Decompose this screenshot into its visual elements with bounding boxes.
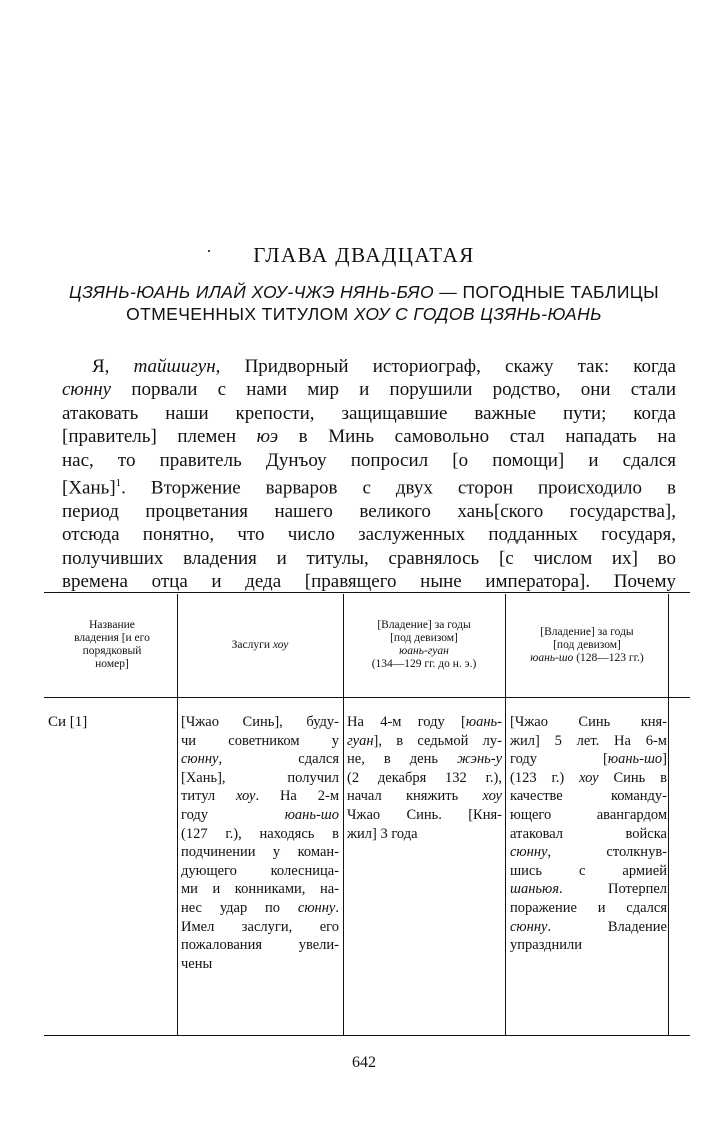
page-number: 642 xyxy=(352,1054,376,1071)
footnote-marker[interactable]: 1 xyxy=(115,477,122,490)
header-yuan-guang: [Владение] за годы [под девизом] юань-гуан (134—129 гг. до н. э.) xyxy=(371,619,477,670)
column-divider xyxy=(668,594,669,1035)
subtitle-line-1 xyxy=(40,281,688,303)
header-yuan-shuo: [Владение] за годы [под девизом] юань-шо (128—123 гг.) xyxy=(530,625,644,664)
cell-yuan-shuo: [Чжао Синь кня- жил] 5 лет. На 6-м году [юань-шо] (123 г.) хоу Синь в качестве команду- ющего авангардом атаковал войска сюнну, столкнув- шись с армией шаньюя. Потерпел поражение и сдался сюнну. Владение упразднили xyxy=(510,714,667,954)
chapter-title: ГЛАВА ДВАДЦАТАЯ xyxy=(253,243,475,267)
intro-line: Я, тайшигун, Придворный историограф, скажу так: когда xyxy=(92,356,676,377)
cell-merits: [Чжао Синь], буду- чи советником у сюнну, сдался [Хань], получил титул хоу. На 2-м году юань-шо (127 г.), находясь в подчинении у коман- дующего колесница- ми и конниками, на- нес удар по сюнну. Имел заслуги, его пожалования увели- чены xyxy=(181,714,339,972)
header-fief-name: Название владения [и его порядковый номер] xyxy=(74,619,150,670)
table-header-rule xyxy=(44,697,690,698)
table-top-rule xyxy=(44,592,690,593)
header-merits: Заслуги хоу xyxy=(231,638,289,651)
intro-line: отсюда понятно, что число заслуженных подданных государя, xyxy=(62,524,676,546)
subtitle-italic-1: ЦЗЯНЬ-ЮАНЬ ИЛАЙ ХОУ-ЧЖЭ НЯНЬ-БЯО xyxy=(68,282,435,302)
subtitle-italic-2: ХОУ С ГОДОВ ЦЗЯНЬ-ЮАНЬ xyxy=(353,304,602,324)
intro-line: [правитель] племен юэ в Минь самовольно стал нападать на xyxy=(62,426,677,448)
column-divider xyxy=(505,594,506,1035)
intro-line: атаковать наши крепости, защищавшие важные пути; когда xyxy=(62,402,676,424)
chapter-subtitle xyxy=(40,281,688,325)
subtitle-rest-1: — ПОГОДНЫЕ ТАБЛИЦЫ xyxy=(434,282,660,302)
intro-line: времена отца и деда [правящего ныне императора]. Почему xyxy=(62,570,676,592)
intro-line: получивших владения и титулы, сравнялось [с числом их] во xyxy=(62,547,676,569)
subtitle-plain-2: ОТМЕЧЕННЫХ ТИТУЛОМ xyxy=(126,304,354,324)
column-divider xyxy=(343,594,344,1035)
intro-line: период процветания нашего великого хань[ского государства], xyxy=(62,500,676,522)
intro-line: [Хань]$^1$. Вторжение варваров с двух сторон происходило в xyxy=(62,477,676,499)
intro-line: сюнну порвали с нами мир и порушили родство, они стали xyxy=(62,379,676,401)
column-divider xyxy=(177,594,178,1035)
intro-line: нас, то правитель Дунъоу попросил [о помощи] и сдался xyxy=(62,449,676,471)
intro-paragraph xyxy=(62,355,676,593)
subtitle-line-2 xyxy=(40,303,688,325)
table-bottom-rule xyxy=(44,1035,690,1036)
cell-yuan-guang: На 4-м году [юань- гуан], в седьмой лу- не, в день жэнь-у (2 декабря 132 г.), начал княжить хоу Чжао Синь. [Кня- жил] 3 года xyxy=(347,714,502,842)
cell-fief-name: Си [1] xyxy=(48,714,88,730)
